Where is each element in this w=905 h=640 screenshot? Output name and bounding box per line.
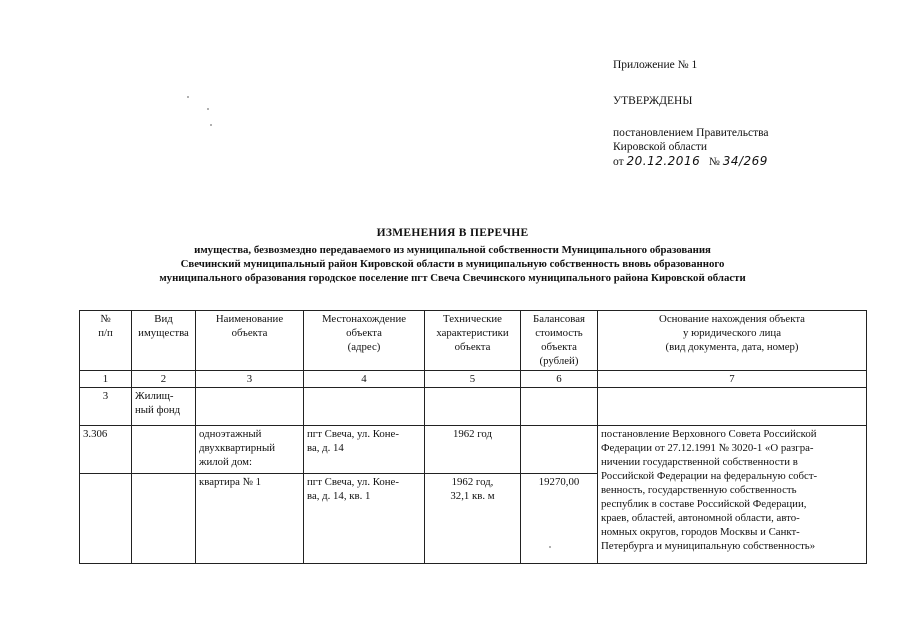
title-line3: муниципального образования городское поселение пгт Свеча Свечинского муниципального района Кировской области [159,272,746,284]
row-address: пгт Свеча, ул. Коне- ва, д. 14 [304,426,425,474]
header-value: Балансовая стоимость объекта (рублей) [521,311,598,371]
row-tech: 1962 год [425,426,521,474]
approved-by-line2: Кировской области [613,141,708,153]
document-title [60,226,845,285]
row-basis: постановление Верховного Совета Российской Федерации от 27.12.1991 № 3020-1 «О разгра- ничении государственной собственности в Российской Федерации на федеральную собст- венность, государственную собственность республик в составе Российской Федерации, краев, областей, автономной области, авто- номных округов, городов Москвы и Санкт- Петербурга и муниципальную собственность» [598,426,867,564]
property-table [79,310,867,564]
date-prefix: от [613,156,624,168]
header-num: № п/п [80,311,132,371]
scan-speck [210,124,212,126]
scan-speck [207,108,209,110]
col-number: 1 [80,371,132,388]
approved-by-line1: постановлением Правительства [613,127,769,139]
header-basis: Основание нахождения объекта у юридического лица (вид документа, дата, номер) [598,311,867,371]
header-row [80,311,867,371]
section-type: Жилищ- ный фонд [132,388,196,426]
col-number: 2 [132,371,196,388]
number-prefix: № [708,156,720,168]
header-address: Местонахождение объекта (адрес) [304,311,425,371]
handwritten-date: 20.12.2016 [626,154,701,168]
header-type: Вид имущества [132,311,196,371]
row-num: 3.306 [80,426,132,474]
col-number: 3 [196,371,304,388]
approval-date-line [613,154,769,169]
title-line1: имущества, безвозмездно передаваемого из муниципальной собственности Муниципального образования [194,244,711,256]
column-number-row [80,371,867,388]
col-number: 7 [598,371,867,388]
col-number: 5 [425,371,521,388]
col-number: 4 [304,371,425,388]
row-value: 19270,00 [521,474,598,564]
row-name: одноэтажный двухквартирный жилой дом: [196,426,304,474]
title-line2: Свечинский муниципальный район Кировской области в муниципальную собственность вновь образованного [180,258,725,270]
approval-block [613,58,769,169]
section-num: 3 [80,388,132,426]
handwritten-number: 34/269 [722,154,768,168]
appendix-label: Приложение № 1 [613,59,698,71]
header-tech: Технические характеристики объекта [425,311,521,371]
table-row [80,426,867,474]
section-row [80,388,867,426]
row-name: квартира № 1 [196,474,304,564]
row-address: пгт Свеча, ул. Коне- ва, д. 14, кв. 1 [304,474,425,564]
col-number: 6 [521,371,598,388]
title-heading: ИЗМЕНЕНИЯ В ПЕРЕЧНЕ [376,227,529,239]
header-name: Наименование объекта [196,311,304,371]
approved-label: УТВЕРЖДЕНЫ [613,95,693,107]
row-tech: 1962 год, 32,1 кв. м [425,474,521,564]
scan-speck [187,96,189,98]
